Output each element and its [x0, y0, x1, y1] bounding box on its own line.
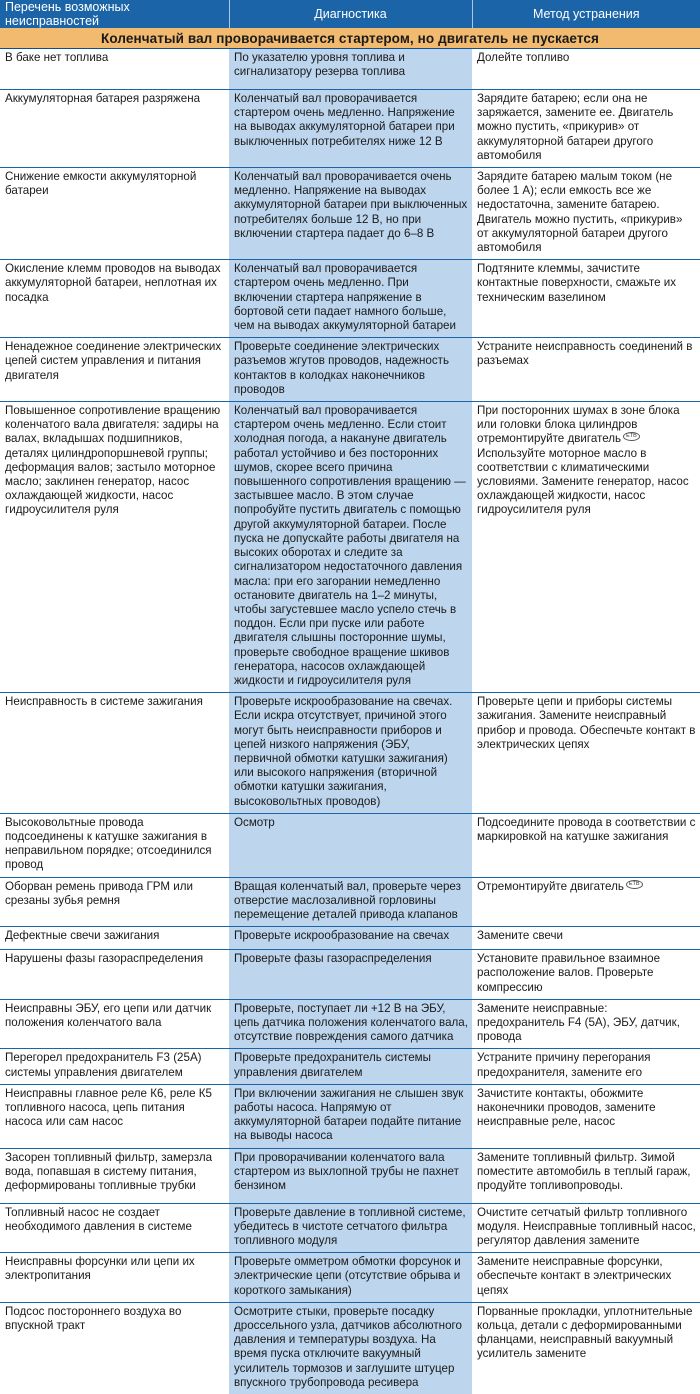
table-row	[0, 90, 700, 168]
table-row	[0, 950, 700, 1000]
diagnosis-cell-text: Проверьте соединение электрических разъемов жгутов проводов, надежность контактов в колодках наконечников проводов	[234, 340, 449, 396]
diagnosis-cell-text: Проверьте, поступает ли +12 В на ЭБУ, цепь датчика положения коленчатого вала, отсутствие повреждения самого датчика	[234, 1002, 468, 1043]
remedy-cell-text: Устраните причину перегорания предохранителя, замените его	[477, 1051, 651, 1078]
fault-cell	[0, 877, 229, 927]
diagnosis-cell-text: Осмотр	[234, 816, 275, 829]
diagnosis-cell-text: Проверьте искрообразование на свечах. Если искра отсутствует, причиной этого могут быть неисправности приборов и цепей низкого напряжения (ЭБУ, первичной обмотки катушки зажигания) или высокого напряжения (вторичной обмотки катушки зажигания, высоковольтных проводов)	[234, 695, 452, 807]
fault-cell-text: Топливный насос не создает необходимого давления в системе	[5, 1206, 192, 1233]
diagnosis-cell-text: Проверьте омметром обмотки форсунок и электрические цепи (отсутствие обрыва и короткого замыкания)	[234, 1255, 461, 1296]
diagnosis-cell	[229, 999, 472, 1049]
fault-cell	[0, 693, 229, 814]
remedy-cell	[472, 813, 700, 877]
diagnosis-cell	[229, 90, 472, 168]
remedy-cell	[472, 1148, 700, 1203]
table-row	[0, 877, 700, 927]
fault-cell	[0, 950, 229, 1000]
fault-cell-text: Оборван ремень привода ГРМ или срезаны зубья ремня	[5, 880, 193, 907]
remedy-cell-text: Замените неисправные: предохранитель F4 (5А), ЭБУ, датчик, провода	[477, 1002, 680, 1043]
fault-cell-text: В баке нет топлива	[5, 51, 108, 64]
fault-cell	[0, 1302, 229, 1394]
section-title: Коленчатый вал проворачивается стартером, но двигатель не пускается	[0, 28, 700, 49]
diagnosis-cell-text: Проверьте искрообразование на свечах	[234, 929, 449, 942]
fault-cell	[0, 813, 229, 877]
fault-cell-text: Неисправность в системе зажигания	[5, 695, 203, 708]
header-remedy: Метод устранения	[472, 0, 700, 28]
table-row	[0, 1084, 700, 1148]
remedy-cell	[472, 877, 700, 927]
diagnosis-cell-text: При проворачивании коленчатого вала стартером из выхлопной трубы не пахнет бензином	[234, 1151, 459, 1192]
diagnosis-cell-text: Проверьте фазы газораспределения	[234, 952, 432, 965]
remedy-cell-text: Устраните неисправность соединений в разъемах	[477, 340, 692, 367]
fault-cell-text: Нарушены фазы газораспределения	[5, 952, 203, 965]
remedy-cell-text: Долейте топливо	[477, 51, 569, 64]
diagnosis-cell	[229, 402, 472, 693]
table-row	[0, 1203, 700, 1253]
diagnosis-cell-text: Коленчатый вал проворачивается очень медленно. Напряжение на выводах аккумуляторной батареи при выключенных потребителях больше 12 В, но при включении стартера падает до 6–8 В	[234, 170, 467, 240]
fault-cell-text: Снижение емкости аккумуляторной батареи	[5, 170, 196, 197]
diagnosis-cell-text: Коленчатый вал проворачивается стартером очень медленно. Напряжение на выводах аккумуляторной батареи при выключенных потребителях ниже 12 В	[234, 92, 455, 148]
diagnosis-cell	[229, 877, 472, 927]
table-row	[0, 338, 700, 402]
remedy-cell	[472, 49, 700, 90]
remedy-cell-text: Отремонтируйте двигатель	[477, 880, 624, 893]
diagnosis-cell	[229, 1148, 472, 1203]
diagnosis-cell	[229, 1084, 472, 1148]
book-reference-icon: ЕТВ	[623, 432, 640, 441]
remedy-cell-text: Зачистите контакты, обожмите наконечники проводов, замените неисправные реле, насос	[477, 1087, 656, 1128]
remedy-cell-text: При посторонних шумах в зоне блока или головки блока цилиндров отремонтируйте двигатель	[477, 404, 680, 445]
fault-cell-text: Дефектные свечи зажигания	[5, 929, 159, 942]
remedy-cell-text: Замените свечи	[477, 929, 563, 942]
remedy-cell	[472, 999, 700, 1049]
remedy-cell	[472, 1203, 700, 1253]
table-row	[0, 49, 700, 90]
diagnosis-cell	[229, 49, 472, 90]
remedy-cell-text: Зарядите батарею; если она не заряжается, замените ее. Двигатель можно пустить, «прикурив» от аккумуляторной батареи другого автомобиля	[477, 92, 673, 162]
fault-cell	[0, 1049, 229, 1084]
diagnosis-cell-text: Вращая коленчатый вал, проверьте через отверстие маслозаливной горловины перемещение деталей привода клапанов	[234, 880, 461, 921]
remedy-cell-text-continued: Используйте моторное масло в соответствии с климатическими условиями. Замените генератор, насос охлаждающей жидкости, насос гидроусилителя руля	[477, 447, 689, 517]
diagnosis-cell-text: Осмотрите стыки, проверьте посадку дроссельного узла, датчиков абсолютного давления и температуры воздуха. На время пуска отключите вакуумный усилитель тормозов и заглушите штуцер впускного трубопровода ресивера	[234, 1305, 462, 1389]
fault-cell-text: Неисправны ЭБУ, его цепи или датчик положения коленчатого вала	[5, 1002, 211, 1029]
fault-cell	[0, 168, 229, 260]
remedy-cell-text: Замените топливный фильтр. Зимой поместите автомобиль в теплый гараж, продуйте топливопроводы.	[477, 1151, 691, 1192]
remedy-cell-text: Очистите сетчатый фильтр топливного модуля. Неисправные топливный насос, регулятор давления замените	[477, 1206, 696, 1247]
book-reference-icon: ЕТВ	[626, 880, 643, 889]
fault-cell-text: Ненадежное соединение электрических цепей систем управления и питания двигателя	[5, 340, 221, 381]
remedy-cell	[472, 950, 700, 1000]
table-row	[0, 402, 700, 693]
fault-cell-text: Неисправны главное реле К6, реле К5 топливного насоса, цепь питания насоса или сам насос	[5, 1087, 212, 1128]
table-row	[0, 1253, 700, 1303]
table-row	[0, 1302, 700, 1394]
fault-cell	[0, 260, 229, 338]
remedy-cell	[472, 402, 700, 693]
diagnosis-cell	[229, 813, 472, 877]
diagnosis-cell-text: Проверьте предохранитель системы управления двигателем	[234, 1051, 431, 1078]
table-header-row	[0, 0, 700, 28]
remedy-cell	[472, 927, 700, 950]
remedy-cell	[472, 1302, 700, 1394]
fault-cell-text: Подсос постороннего воздуха во впускной тракт	[5, 1305, 181, 1332]
fault-cell	[0, 338, 229, 402]
table-row	[0, 168, 700, 260]
remedy-cell-text: Зарядите батарею малым током (не более 1 А); если емкость все же недостаточна, замените батарею. Двигатель можно пустить, «прикурив» от аккумуляторной батареи другого автомобиля	[477, 170, 682, 254]
remedy-cell-text: Подтяните клеммы, зачистите контактные поверхности, смажьте их техническим вазелином	[477, 262, 676, 303]
fault-cell-text: Перегорел предохранитель F3 (25А) системы управления двигателем	[5, 1051, 202, 1078]
diagnosis-cell	[229, 927, 472, 950]
diagnosis-cell-text: Проверьте давление в топливной системе, убедитесь в чистоте сетчатого фильтра топливного модуля	[234, 1206, 466, 1247]
fault-cell	[0, 1148, 229, 1203]
table-row	[0, 927, 700, 950]
diagnosis-cell	[229, 1049, 472, 1084]
remedy-cell	[472, 90, 700, 168]
remedy-cell-text: Подсоедините провода в соответствии с маркировкой на катушке зажигания	[477, 816, 695, 843]
diagnosis-cell	[229, 1302, 472, 1394]
fault-cell	[0, 927, 229, 950]
fault-cell-text: Неисправны форсунки или цепи их электропитания	[5, 1255, 195, 1282]
diagnosis-cell	[229, 168, 472, 260]
table-row	[0, 813, 700, 877]
remedy-cell	[472, 338, 700, 402]
fault-cell	[0, 1084, 229, 1148]
diagnosis-cell	[229, 1253, 472, 1303]
remedy-cell	[472, 693, 700, 814]
diagnosis-cell-text: Коленчатый вал проворачивается стартером очень медленно. Если стоит холодная погода, а накануне двигатель работал устойчиво и без посторонних шумов, скорее всего причина повышенного сопротивления вращению — застывшее масло. В этом случае попробуйте пустить двигатель с помощью другой аккумуляторной батареи. После пуска не допускайте работы двигателя на высоких оборотах и следите за сигнализатором недостаточного давления масла: при его загорании немедленно остановите двигатель на 1–2 минуты, чтобы загустевшее масло успело стечь в поддон. Если при пуске или работе двигателя слышны посторонние шумы, проверьте свободное вращение шкивов генератора, насосов охлаждающей жидкости и гидроусилителя руля	[234, 404, 466, 687]
fault-cell-text: Повышенное сопротивление вращению коленчатого вала двигателя: задиры на валах, вкладышах подшипников, деталях цилиндропоршневой группы; деформация валов; застыло моторное масло; заклинен генератор, насос охлаждающей жидкости, насос гидроусилителя руля	[5, 404, 220, 516]
remedy-cell-text: Порванные прокладки, уплотнительные кольца, детали с деформированными фланцами, неисправный вакуумный усилитель замените	[477, 1305, 692, 1361]
remedy-cell	[472, 1253, 700, 1303]
table-row	[0, 999, 700, 1049]
header-diagnosis: Диагностика	[229, 0, 472, 28]
remedy-cell	[472, 168, 700, 260]
table-row	[0, 1049, 700, 1084]
remedy-cell	[472, 1084, 700, 1148]
remedy-cell-text: Проверьте цепи и приборы системы зажигания. Замените неисправный прибор и провода. Обеспечьте контакт в электрических цепях	[477, 695, 695, 751]
fault-cell-text: Высоковольтные провода подсоединены к катушке зажигания в неправильном порядке; отсоединился провод	[5, 816, 212, 872]
fault-cell	[0, 90, 229, 168]
remedy-cell-text: Замените неисправные форсунки, обеспечьте контакт в электрических цепях	[477, 1255, 671, 1296]
diagnosis-cell	[229, 338, 472, 402]
fault-cell	[0, 1203, 229, 1253]
fault-cell	[0, 402, 229, 693]
diagnosis-cell	[229, 693, 472, 814]
fault-cell-text: Засорен топливный фильтр, замерзла вода, попавшая в систему питания, деформированы топливные трубки	[5, 1151, 212, 1192]
table-row	[0, 1148, 700, 1203]
diagnosis-cell-text: Коленчатый вал проворачивается стартером очень медленно. При включении стартера напряжение в бортовой сети падает намного больше, чем на выводах аккумуляторной батареи	[234, 262, 456, 332]
diagnosis-cell	[229, 1203, 472, 1253]
header-faults: Перечень возможных неисправностей	[0, 0, 229, 28]
table-body	[0, 49, 700, 1394]
diagnosis-cell-text: При включении зажигания не слышен звук работы насоса. Напрямую от аккумуляторной батареи подайте питание на выводы насоса	[234, 1087, 463, 1143]
table-row	[0, 693, 700, 814]
fault-cell-text: Аккумуляторная батарея разряжена	[5, 92, 200, 105]
fault-cell-text: Окисление клемм проводов на выводах аккумуляторной батареи, неплотная их посадка	[5, 262, 221, 303]
fault-cell	[0, 999, 229, 1049]
diagnosis-cell	[229, 260, 472, 338]
fault-cell	[0, 1253, 229, 1303]
remedy-cell-text: Установите правильное взаимное расположение валов. Проверьте компрессию	[477, 952, 660, 993]
table-row	[0, 260, 700, 338]
remedy-cell	[472, 1049, 700, 1084]
diagnosis-cell-text: По указателю уровня топлива и сигнализатору резерва топлива	[234, 51, 405, 78]
fault-cell	[0, 49, 229, 90]
section-row	[0, 28, 700, 49]
diagnosis-cell	[229, 950, 472, 1000]
remedy-cell	[472, 260, 700, 338]
